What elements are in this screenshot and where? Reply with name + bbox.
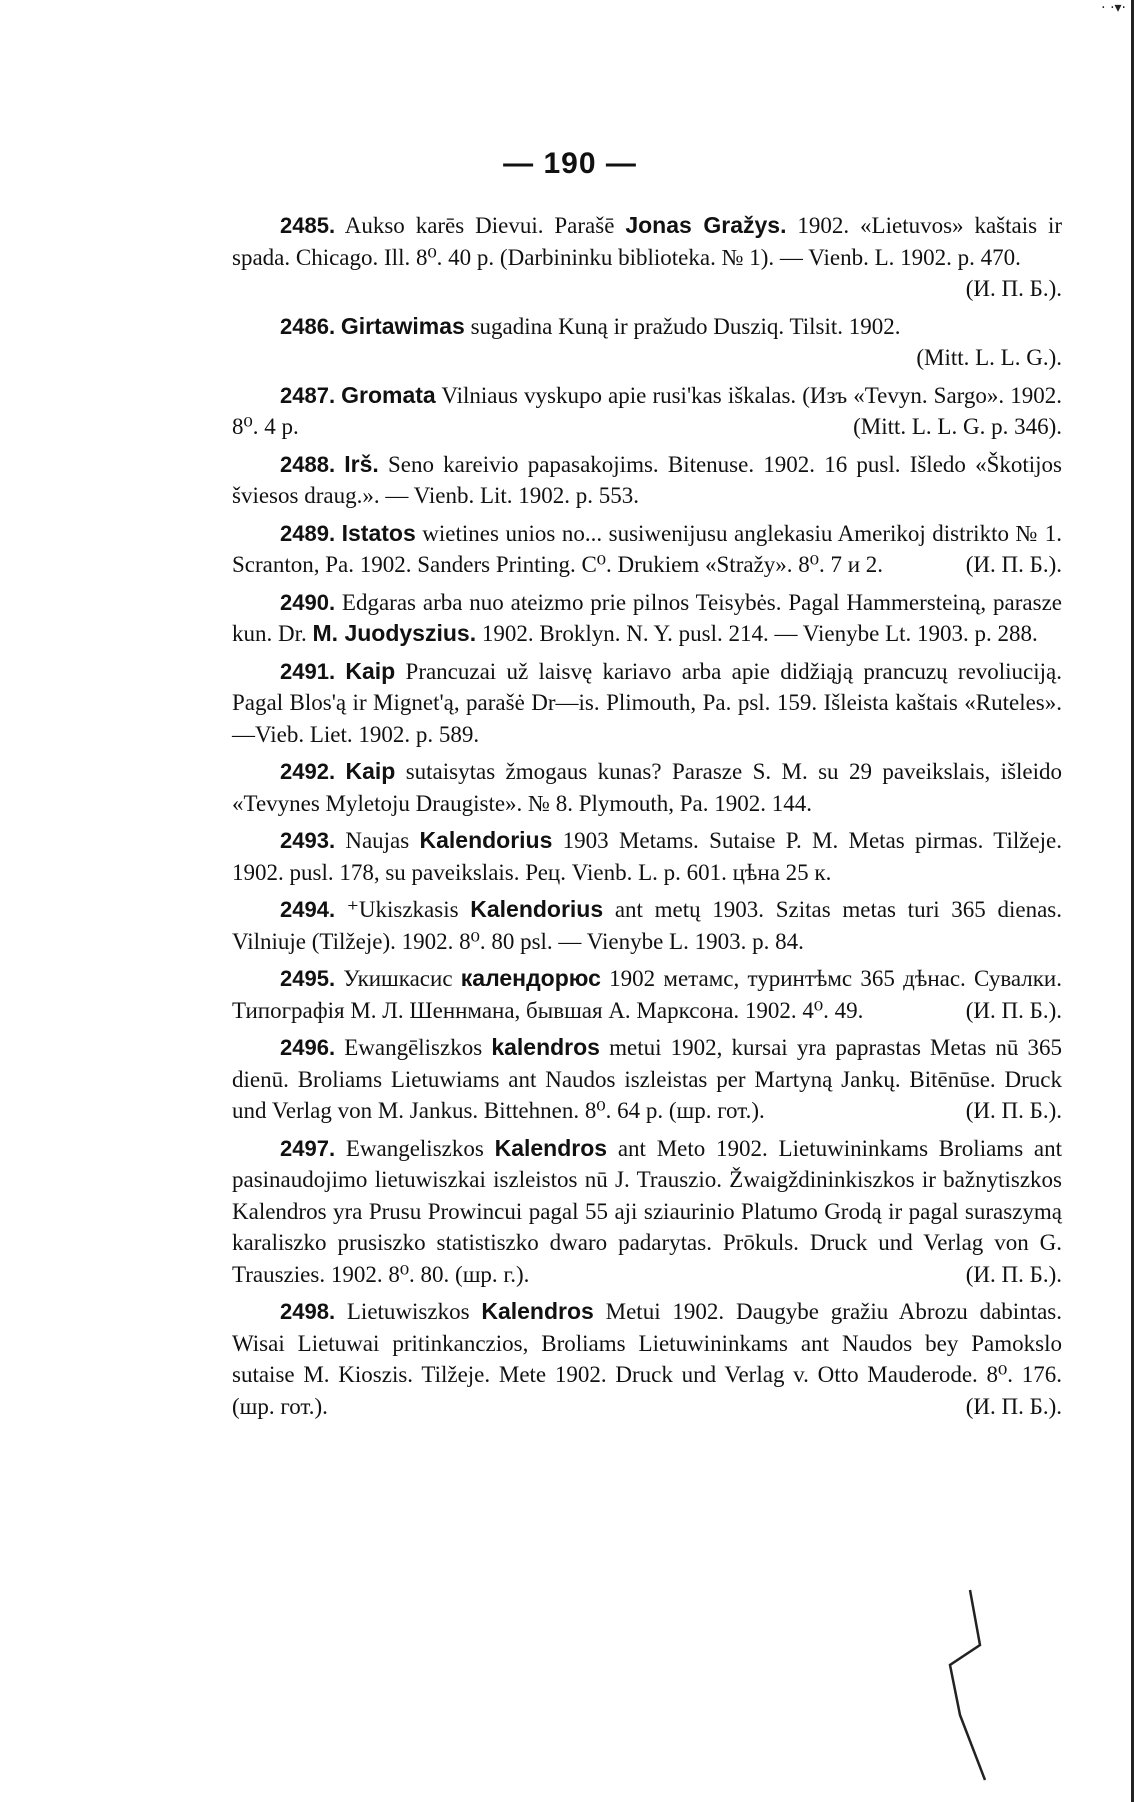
entry-keyword: Irš. [344,450,379,477]
entry-number: 2488. [280,451,336,477]
entry-reference: (И. П. Б.). [965,1393,1062,1419]
bibliography-entry [232,825,1062,888]
entry-text-before: Ewangēliszkos [344,1035,492,1060]
bibliography-entry [232,587,1062,650]
entry-text-before: Naujas [345,828,420,853]
entry-reference: (И. П. Б.). [965,1261,1062,1287]
entry-number: 2494. [280,897,336,922]
entry-keyword: Jonas Gražys. [625,212,787,238]
entry-number: 2492. [280,759,336,784]
entry-number: 2486. [280,313,336,339]
bibliography-entry [232,963,1062,1026]
entry-reference: (И. П. Б.). [965,1098,1062,1123]
entry-keyword: Kaip [345,758,396,784]
entry-number: 2489. [280,520,336,546]
entry-number: 2491. [280,658,336,684]
entry-keyword: Kalendorius [419,827,553,853]
entry-keyword: календорюс [460,965,601,991]
entry-text-before: Lietuwiszkos [346,1299,482,1324]
entry-text-before: ⁺Ukiszkasis [346,897,471,922]
entry-keyword: Kalendros [494,1134,608,1161]
bibliography-entries [232,210,1062,1428]
entry-keyword: Kalendorius [470,896,604,922]
entry-text-before: Ewangeliszkos [345,1135,495,1161]
entry-text-after: 1902. Broklyn. N. Y. pusl. 214. — Vienybe Lt. 1903. p. 288. [476,621,1038,646]
entry-reference: (И. П. Б.). [965,276,1062,301]
entry-text-after: Vilniaus vyskupo apie rusi'kas iškalas. (Изъ «Tevyn. Sargo». 1902. 8⁰. 4 p. [232,382,1062,439]
bibliography-entry [232,656,1062,751]
entry-text-before: Aukso karēs Dievui. Parašē [344,213,626,238]
entry-keyword: M. Juodyszius. [312,620,477,646]
margin-bracket-mark [930,1585,990,1785]
bibliography-entry [232,449,1062,512]
bibliography-entry [232,311,1062,374]
bibliography-entry [232,756,1062,819]
entry-text-after: Prancuzai už laisvę kariavo arba apie didžiąją prancuzų revoliuciją. Pagal Blos'ą ir Mignet'ą, parašė Dr—is. Plimouth, Pa. psl. 159. Išleista kaštais «Ruteles».—Vieb. Liet. 1902. p. 589. [232,658,1063,747]
entry-text-after: ant Meto 1902. Lietuwininkams Broliams ant pasinaudojimo lietuwiszkai iszleistos nū J. Trauszio. Žwaigždininkiszkos ir bažnytiszkos Kalendros yra Prusu Prowincui pagal 55 aji sziaurinio Platumo Grodą ir pagal suraszymą karaliszko prusiszko statistiszko dwaro padarytas. Prōkuls. Druck und Verlag von G. Trauszies. 1902. 8⁰. 80. (шр. г.). [232,1135,1063,1287]
bibliography-entry [232,210,1062,305]
entry-text-after: sutaisytas žmogaus kunas? Parasze S. M. su 29 paveikslais, išleido «Tevynes Myletoju Draugiste». № 8. Plymouth, Pa. 1902. 144. [232,759,1063,816]
entry-keyword: Kalendros [481,1298,594,1324]
entry-keyword: Istatos [341,519,416,546]
bibliography-entry [232,1296,1062,1422]
entry-number: 2487. [280,382,336,408]
bibliography-entry [232,1032,1062,1127]
entry-number: 2493. [280,828,336,853]
entry-number: 2497. [280,1135,336,1161]
entry-number: 2496. [280,1035,336,1060]
entry-text-after: 1902. «Lietuvos» kaštais ir spada. Chicago. Ill. 8⁰. 40 p. (Darbininku biblioteka. № 1). — Vienb. L. 1902. p. 470. [232,213,1063,270]
entry-number: 2495. [280,966,336,991]
entry-reference: (Mitt. L. L. G.). [916,345,1062,370]
bibliography-entry [232,1133,1062,1291]
entry-text-after: sugadina Kuną ir pražudo Dusziq. Tilsit. 1902. [464,313,901,339]
entry-number: 2498. [280,1299,336,1324]
entry-text-after: 1903 Metams. Sutaise P. M. Metas pirmas. Tilžeje. 1902. pusl. 178, su paveikslais. Рец. Vienb. L. p. 601. цѣна 25 к. [232,828,1062,885]
entry-keyword: Gromata [341,381,436,408]
bibliography-entry [232,380,1062,443]
scan-speck-mark: · ·▾· [1101,0,1126,16]
entry-number: 2490. [280,589,336,615]
entry-keyword: Girtawimas [340,312,465,339]
entry-text-after: ant metų 1903. Szitas metas turi 365 dienas. Vilniuje (Tilžeje). 1902. 8⁰. 80 psl. — Vienybe L. 1903. p. 84. [232,897,1062,954]
entry-keyword: kalendros [491,1034,600,1060]
entry-reference: (Mitt. L. L. G. p. 346). [853,414,1062,439]
page-number: — 190 — [503,147,637,180]
entry-text-before: Edgaras arba nuo ateizmo prie pilnos Teisybės. Pagal Hammersteiną, parasze kun. Dr. [232,589,1062,646]
entry-text-after: metui 1902, kursai yra paprastas Metas nū 365 dienū. Broliams Lietuwiams ant Naudos iszleistas per Martyną Jankų. Bitēnūse. Druck und Verlag von M. Jankus. Bittehnen. 8⁰. 64 p. (шр. гот.). [232,1035,1063,1123]
entry-number: 2485. [280,213,336,238]
entry-reference: (И. П. Б.). [965,552,1062,577]
page-edge-line [1131,0,1134,1802]
entry-text-after: Seno kareivio papasakojims. Bitenuse. 1902. 16 pusl. Išledo «Škotijos šviesos draug.». — Vienb. Lit. 1902. p. 553. [232,451,1063,508]
entry-text-after: 1902 метамс, туринтѣмс 365 дѣнас. Сувалки. Типографія М. Л. Шеннмана, бывшая А. Марксона. 1902. 4⁰. 49. [232,966,1062,1023]
bibliography-entry [232,894,1062,957]
entry-text-after: wietines unios no... susiwenijusu anglekasiu Amerikoj distrikto № 1. Scranton, Pa. 1902. Sanders Printing. C⁰. Drukiem «Stražy». 8⁰. 7 и 2. [232,520,1063,577]
entry-text-after: Metui 1902. Daugybe gražiu Abrozu dabintas. Wisai Lietuwai pritinkanczios, Broliams Lietuwininkams ant Naudos bey Pamokslo sutaise M. Kioszis. Tilžeje. Mete 1902. Druck und Verlag v. Otto Mauderode. 8⁰. 176. (шр. гот.). [232,1299,1062,1419]
entry-keyword: Kaip [345,657,396,684]
entry-reference: (И. П. Б.). [965,997,1062,1023]
entry-text-before: Укишкасис [343,966,461,991]
bibliography-entry [232,518,1062,581]
